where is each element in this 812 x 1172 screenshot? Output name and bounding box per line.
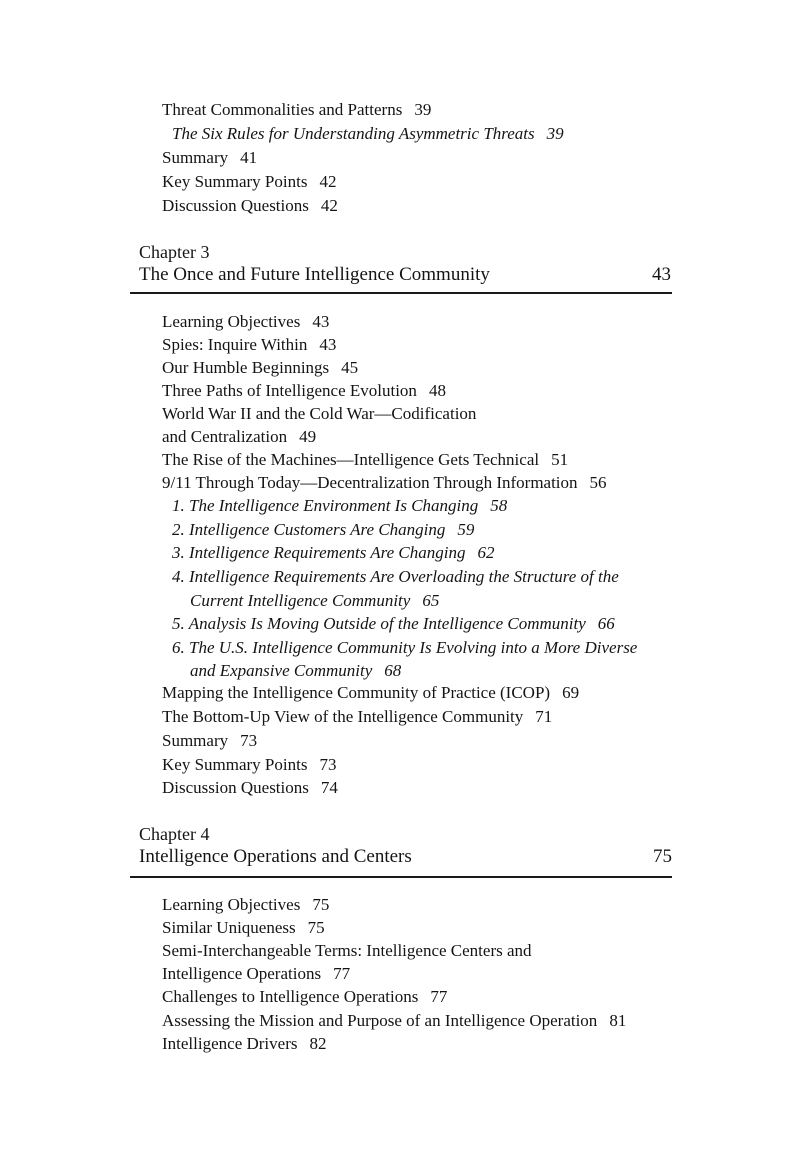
entry-text: 4. Intelligence Requirements Are Overloading the Structure of the [172,567,619,586]
entry-page: 77 [430,987,448,1006]
chapter-3-label: Chapter 3 [139,242,210,262]
toc-entry [162,755,336,775]
chapter-3-rule [130,292,672,294]
entry-text: Summary [162,731,229,750]
entry-page: 68 [384,661,402,680]
toc-entry [162,895,329,915]
entry-text: Learning Objectives [162,312,301,331]
toc-entry [162,707,552,727]
chapter-3-title: The Once and Future Intelligence Community [139,264,490,285]
toc-subentry [172,520,474,540]
entry-text: Discussion Questions [162,196,309,215]
toc-entry [162,987,447,1007]
entry-text: 3. Intelligence Requirements Are Changing [172,543,466,562]
toc-entry [162,196,338,216]
entry-page: 71 [535,707,553,726]
toc-entry [162,473,607,493]
entry-text: Intelligence Drivers [162,1034,298,1053]
entry-page: 81 [609,1011,627,1030]
entry-page: 62 [477,543,495,562]
entry-page: 58 [490,496,508,515]
entry-page: 48 [428,381,446,400]
entry-text: The Rise of the Machines—Intelligence Gets Technical [162,450,540,469]
entry-text: 1. The Intelligence Environment Is Changing [172,496,479,515]
entry-text: Summary [162,148,229,167]
toc-entry [162,172,336,192]
entry-page: 42 [319,172,337,191]
entry-text: Our Humble Beginnings [162,358,330,377]
entry-text: Spies: Inquire Within [162,335,308,354]
entry-page: 77 [333,964,351,983]
toc-subentry [172,124,564,144]
toc-entry [162,683,579,703]
entry-text: Key Summary Points [162,755,308,774]
entry-text: Challenges to Intelligence Operations [162,987,419,1006]
toc-entry [162,312,329,332]
entry-text: Assessing the Mission and Purpose of an Intelligence Operation [162,1011,598,1030]
toc-subentry [172,638,637,658]
toc-entry [162,918,325,938]
entry-page: 73 [240,731,258,750]
entry-text: Semi-Interchangeable Terms: Intelligence Centers and [162,941,532,960]
entry-text: 5. Analysis Is Moving Outside of the Intelligence Community [172,614,586,633]
toc-entry [162,358,358,378]
entry-text: and Expansive Community [190,661,373,680]
toc-entry [162,1011,626,1031]
toc-subentry [172,543,495,563]
entry-page: 49 [299,427,317,446]
toc-entry [162,1034,326,1054]
entry-page: 74 [320,778,338,797]
toc-entry [162,335,336,355]
entry-page: 75 [307,918,325,937]
entry-text: Intelligence Operations [162,964,322,983]
toc-entry [162,731,257,751]
toc-entry [162,427,316,447]
chapter-4-label: Chapter 4 [139,824,210,844]
entry-page: 56 [589,473,607,492]
entry-page: 59 [457,520,475,539]
entry-page: 41 [240,148,258,167]
toc-subentry [172,567,619,587]
entry-page: 82 [309,1034,327,1053]
toc-entry [162,100,431,120]
toc-subentry [172,614,615,634]
entry-page: 43 [312,312,330,331]
toc-subentry [172,496,507,516]
entry-text: Key Summary Points [162,172,308,191]
toc-subentry [190,661,401,681]
entry-text: Similar Uniqueness [162,918,296,937]
chapter-4-title: Intelligence Operations and Centers [139,846,412,867]
toc-subentry [190,591,439,611]
entry-text: The Bottom-Up View of the Intelligence Community [162,707,524,726]
toc-entry [162,381,446,401]
entry-text: and Centralization [162,427,288,446]
entry-page: 39 [546,124,564,143]
entry-page: 42 [320,196,338,215]
entry-page: 45 [341,358,359,377]
entry-text: The Six Rules for Understanding Asymmetric Threats [172,124,535,143]
entry-page: 65 [422,591,440,610]
entry-text: 6. The U.S. Intelligence Community Is Evolving into a More Diverse [172,638,638,657]
entry-text: Learning Objectives [162,895,301,914]
toc-entry [162,404,476,424]
toc-entry [162,941,532,961]
entry-page: 39 [414,100,432,119]
entry-text: Current Intelligence Community [190,591,411,610]
entry-text: World War II and the Cold War—Codification [162,404,477,423]
entry-page: 43 [319,335,337,354]
entry-text: 2. Intelligence Customers Are Changing [172,520,446,539]
chapter-4-page: 75 [653,846,672,867]
entry-page: 75 [312,895,330,914]
toc-entry [162,778,338,798]
entry-text: 9/11 Through Today—Decentralization Through Information [162,473,578,492]
toc-entry [162,964,350,984]
entry-page: 69 [562,683,580,702]
toc-entry [162,450,568,470]
chapter-4-rule [130,876,672,878]
entry-page: 73 [319,755,337,774]
entry-text: Mapping the Intelligence Community of Practice (ICOP) [162,683,551,702]
entry-page: 51 [551,450,569,469]
entry-page: 66 [597,614,615,633]
entry-text: Three Paths of Intelligence Evolution [162,381,417,400]
entry-text: Discussion Questions [162,778,309,797]
toc-entry [162,148,257,168]
entry-text: Threat Commonalities and Patterns [162,100,403,119]
chapter-3-page: 43 [652,264,671,285]
